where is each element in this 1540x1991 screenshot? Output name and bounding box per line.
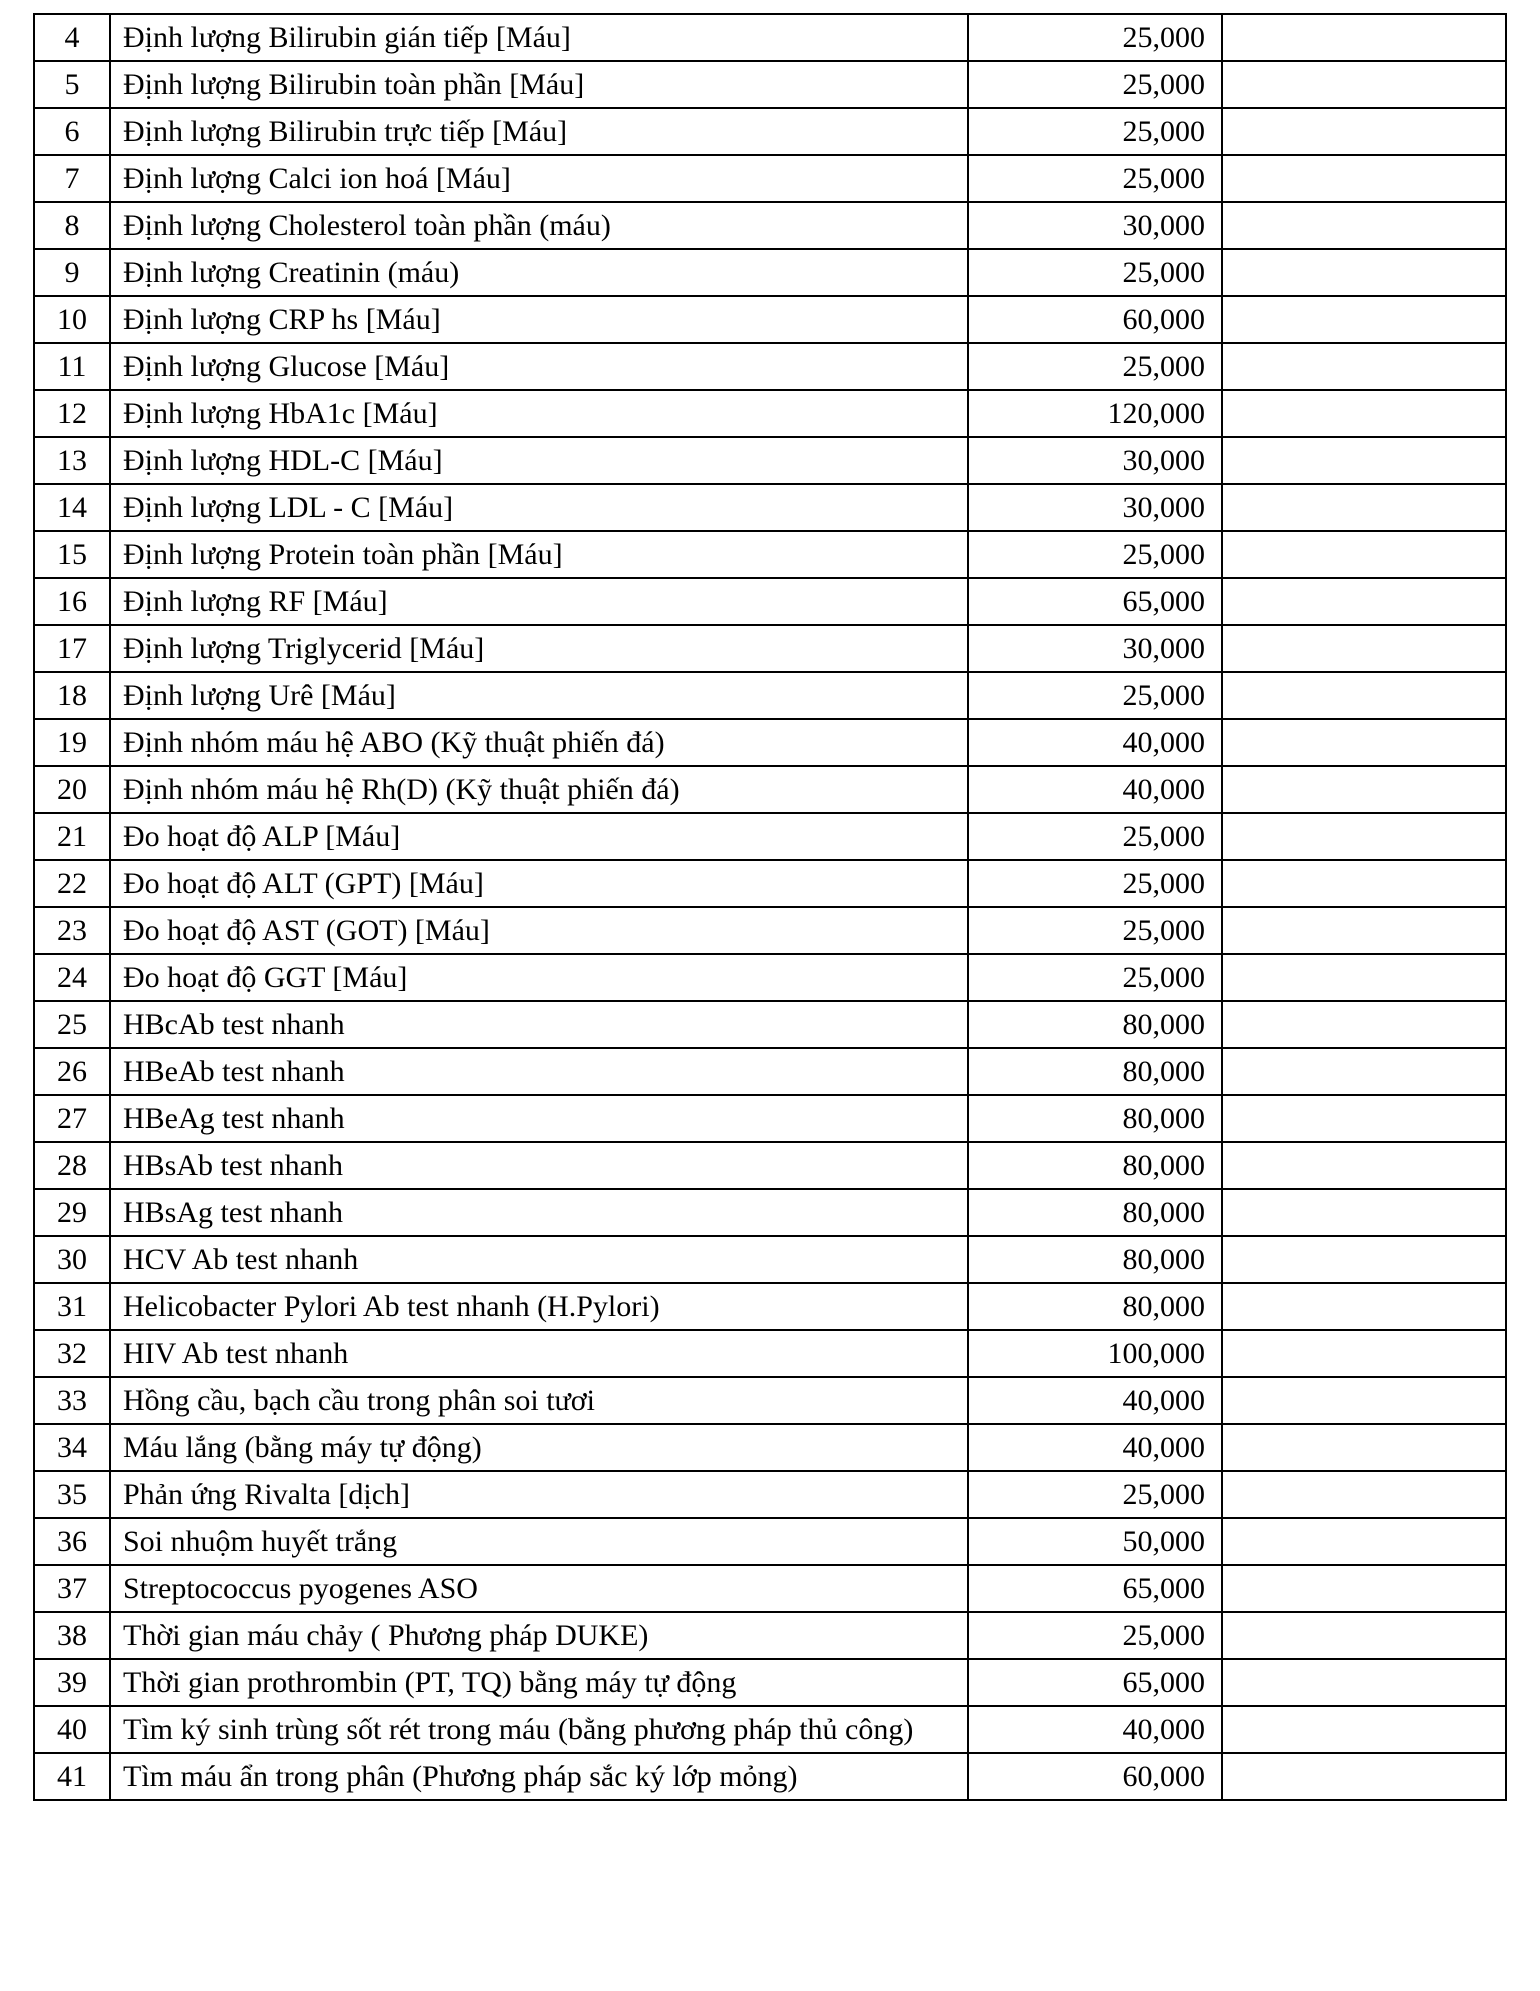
- row-number-cell: 14: [34, 484, 110, 531]
- note-cell: [1222, 1659, 1506, 1706]
- note-cell: [1222, 155, 1506, 202]
- test-name-cell: HBeAg test nhanh: [110, 1095, 968, 1142]
- row-number-cell: 37: [34, 1565, 110, 1612]
- table-row: [34, 1612, 1506, 1659]
- test-name-cell: Định lượng Cholesterol toàn phần (máu): [110, 202, 968, 249]
- table-row: [34, 390, 1506, 437]
- row-number-cell: 5: [34, 61, 110, 108]
- test-name-cell: HCV Ab test nhanh: [110, 1236, 968, 1283]
- test-name-cell: Đo hoạt độ GGT [Máu]: [110, 954, 968, 1001]
- price-cell: 65,000: [968, 1659, 1222, 1706]
- test-name-cell: Định nhóm máu hệ ABO (Kỹ thuật phiến đá): [110, 719, 968, 766]
- row-number-cell: 11: [34, 343, 110, 390]
- test-name-cell: Thời gian prothrombin (PT, TQ) bằng máy tự động: [110, 1659, 968, 1706]
- table-row: [34, 1565, 1506, 1612]
- row-number-cell: 39: [34, 1659, 110, 1706]
- price-cell: 25,000: [968, 1471, 1222, 1518]
- row-number-cell: 16: [34, 578, 110, 625]
- test-name-cell: Thời gian máu chảy ( Phương pháp DUKE): [110, 1612, 968, 1659]
- price-cell: 40,000: [968, 766, 1222, 813]
- row-number-cell: 10: [34, 296, 110, 343]
- price-cell: 80,000: [968, 1001, 1222, 1048]
- row-number-cell: 41: [34, 1753, 110, 1800]
- note-cell: [1222, 343, 1506, 390]
- price-cell: 120,000: [968, 390, 1222, 437]
- row-number-cell: 21: [34, 813, 110, 860]
- price-cell: 30,000: [968, 202, 1222, 249]
- note-cell: [1222, 860, 1506, 907]
- row-number-cell: 7: [34, 155, 110, 202]
- note-cell: [1222, 1471, 1506, 1518]
- note-cell: [1222, 719, 1506, 766]
- note-cell: [1222, 390, 1506, 437]
- table-row: [34, 813, 1506, 860]
- price-cell: 30,000: [968, 437, 1222, 484]
- row-number-cell: 30: [34, 1236, 110, 1283]
- row-number-cell: 27: [34, 1095, 110, 1142]
- row-number-cell: 35: [34, 1471, 110, 1518]
- test-name-cell: HBsAb test nhanh: [110, 1142, 968, 1189]
- row-number-cell: 20: [34, 766, 110, 813]
- price-cell: 80,000: [968, 1189, 1222, 1236]
- note-cell: [1222, 1753, 1506, 1800]
- row-number-cell: 8: [34, 202, 110, 249]
- price-cell: 25,000: [968, 860, 1222, 907]
- note-cell: [1222, 578, 1506, 625]
- test-name-cell: Streptococcus pyogenes ASO: [110, 1565, 968, 1612]
- table-row: [34, 531, 1506, 578]
- table-row: [34, 1236, 1506, 1283]
- price-cell: 25,000: [968, 108, 1222, 155]
- row-number-cell: 32: [34, 1330, 110, 1377]
- table-row: [34, 61, 1506, 108]
- row-number-cell: 18: [34, 672, 110, 719]
- table-row: [34, 907, 1506, 954]
- table-row: [34, 249, 1506, 296]
- test-name-cell: Soi nhuộm huyết trắng: [110, 1518, 968, 1565]
- note-cell: [1222, 1612, 1506, 1659]
- price-cell: 25,000: [968, 672, 1222, 719]
- price-cell: 80,000: [968, 1283, 1222, 1330]
- table-row: [34, 1424, 1506, 1471]
- table-row: [34, 155, 1506, 202]
- test-name-cell: Đo hoạt độ AST (GOT) [Máu]: [110, 907, 968, 954]
- row-number-cell: 36: [34, 1518, 110, 1565]
- row-number-cell: 17: [34, 625, 110, 672]
- test-name-cell: Định lượng Calci ion hoá [Máu]: [110, 155, 968, 202]
- price-cell: 65,000: [968, 578, 1222, 625]
- table-row: [34, 1048, 1506, 1095]
- note-cell: [1222, 625, 1506, 672]
- test-name-cell: Định lượng LDL - C [Máu]: [110, 484, 968, 531]
- test-name-cell: Định lượng CRP hs [Máu]: [110, 296, 968, 343]
- note-cell: [1222, 249, 1506, 296]
- table-row: [34, 1518, 1506, 1565]
- test-name-cell: Định lượng Glucose [Máu]: [110, 343, 968, 390]
- price-cell: 25,000: [968, 907, 1222, 954]
- note-cell: [1222, 484, 1506, 531]
- row-number-cell: 12: [34, 390, 110, 437]
- note-cell: [1222, 1236, 1506, 1283]
- note-cell: [1222, 1283, 1506, 1330]
- test-name-cell: HBsAg test nhanh: [110, 1189, 968, 1236]
- note-cell: [1222, 1048, 1506, 1095]
- table-row: [34, 1142, 1506, 1189]
- row-number-cell: 26: [34, 1048, 110, 1095]
- note-cell: [1222, 813, 1506, 860]
- price-cell: 25,000: [968, 813, 1222, 860]
- price-cell: 80,000: [968, 1095, 1222, 1142]
- note-cell: [1222, 1189, 1506, 1236]
- row-number-cell: 25: [34, 1001, 110, 1048]
- test-name-cell: Đo hoạt độ ALP [Máu]: [110, 813, 968, 860]
- table-row: [34, 1377, 1506, 1424]
- test-name-cell: Định lượng Bilirubin trực tiếp [Máu]: [110, 108, 968, 155]
- table-row: [34, 672, 1506, 719]
- price-cell: 60,000: [968, 1753, 1222, 1800]
- test-name-cell: Phản ứng Rivalta [dịch]: [110, 1471, 968, 1518]
- price-cell: 25,000: [968, 14, 1222, 61]
- test-name-cell: Định lượng Bilirubin toàn phần [Máu]: [110, 61, 968, 108]
- test-name-cell: HBeAb test nhanh: [110, 1048, 968, 1095]
- test-name-cell: Định lượng Triglycerid [Máu]: [110, 625, 968, 672]
- table-row: [34, 1283, 1506, 1330]
- row-number-cell: 34: [34, 1424, 110, 1471]
- test-name-cell: Định lượng Bilirubin gián tiếp [Máu]: [110, 14, 968, 61]
- note-cell: [1222, 531, 1506, 578]
- table-row: [34, 1659, 1506, 1706]
- price-cell: 65,000: [968, 1565, 1222, 1612]
- table-row: [34, 719, 1506, 766]
- row-number-cell: 38: [34, 1612, 110, 1659]
- table-row: [34, 108, 1506, 155]
- row-number-cell: 15: [34, 531, 110, 578]
- test-name-cell: Định lượng HDL-C [Máu]: [110, 437, 968, 484]
- row-number-cell: 24: [34, 954, 110, 1001]
- price-cell: 25,000: [968, 61, 1222, 108]
- test-name-cell: HBcAb test nhanh: [110, 1001, 968, 1048]
- row-number-cell: 31: [34, 1283, 110, 1330]
- note-cell: [1222, 202, 1506, 249]
- note-cell: [1222, 1001, 1506, 1048]
- test-name-cell: Đo hoạt độ ALT (GPT) [Máu]: [110, 860, 968, 907]
- note-cell: [1222, 954, 1506, 1001]
- note-cell: [1222, 1142, 1506, 1189]
- row-number-cell: 29: [34, 1189, 110, 1236]
- table-row: [34, 1706, 1506, 1753]
- table-row: [34, 202, 1506, 249]
- table-row: [34, 954, 1506, 1001]
- note-cell: [1222, 61, 1506, 108]
- price-cell: 30,000: [968, 625, 1222, 672]
- table-row: [34, 1189, 1506, 1236]
- test-name-cell: Định lượng Protein toàn phần [Máu]: [110, 531, 968, 578]
- price-table-body: [34, 14, 1506, 1800]
- test-name-cell: HIV Ab test nhanh: [110, 1330, 968, 1377]
- price-cell: 25,000: [968, 155, 1222, 202]
- price-cell: 40,000: [968, 1377, 1222, 1424]
- test-name-cell: Hồng cầu, bạch cầu trong phân soi tươi: [110, 1377, 968, 1424]
- table-row: [34, 1471, 1506, 1518]
- note-cell: [1222, 1518, 1506, 1565]
- price-cell: 30,000: [968, 484, 1222, 531]
- table-row: [34, 437, 1506, 484]
- row-number-cell: 28: [34, 1142, 110, 1189]
- note-cell: [1222, 907, 1506, 954]
- price-cell: 25,000: [968, 343, 1222, 390]
- table-row: [34, 1095, 1506, 1142]
- test-name-cell: Định lượng Urê [Máu]: [110, 672, 968, 719]
- row-number-cell: 23: [34, 907, 110, 954]
- row-number-cell: 4: [34, 14, 110, 61]
- row-number-cell: 22: [34, 860, 110, 907]
- price-cell: 80,000: [968, 1142, 1222, 1189]
- price-cell: 80,000: [968, 1048, 1222, 1095]
- note-cell: [1222, 1377, 1506, 1424]
- price-cell: 40,000: [968, 719, 1222, 766]
- note-cell: [1222, 1330, 1506, 1377]
- price-cell: 50,000: [968, 1518, 1222, 1565]
- row-number-cell: 9: [34, 249, 110, 296]
- row-number-cell: 6: [34, 108, 110, 155]
- price-cell: 100,000: [968, 1330, 1222, 1377]
- test-name-cell: Tìm ký sinh trùng sốt rét trong máu (bằng phương pháp thủ công): [110, 1706, 968, 1753]
- row-number-cell: 33: [34, 1377, 110, 1424]
- price-cell: 40,000: [968, 1424, 1222, 1471]
- note-cell: [1222, 1095, 1506, 1142]
- table-row: [34, 766, 1506, 813]
- note-cell: [1222, 14, 1506, 61]
- note-cell: [1222, 766, 1506, 813]
- table-row: [34, 1753, 1506, 1800]
- note-cell: [1222, 1424, 1506, 1471]
- note-cell: [1222, 296, 1506, 343]
- price-cell: 25,000: [968, 249, 1222, 296]
- note-cell: [1222, 672, 1506, 719]
- note-cell: [1222, 1565, 1506, 1612]
- test-name-cell: Helicobacter Pylori Ab test nhanh (H.Pylori): [110, 1283, 968, 1330]
- test-name-cell: Định lượng HbA1c [Máu]: [110, 390, 968, 437]
- note-cell: [1222, 108, 1506, 155]
- test-name-cell: Định lượng RF [Máu]: [110, 578, 968, 625]
- note-cell: [1222, 1706, 1506, 1753]
- row-number-cell: 19: [34, 719, 110, 766]
- test-name-cell: Định lượng Creatinin (máu): [110, 249, 968, 296]
- test-name-cell: Máu lắng (bằng máy tự động): [110, 1424, 968, 1471]
- table-row: [34, 343, 1506, 390]
- table-row: [34, 860, 1506, 907]
- table-row: [34, 578, 1506, 625]
- price-cell: 40,000: [968, 1706, 1222, 1753]
- row-number-cell: 40: [34, 1706, 110, 1753]
- row-number-cell: 13: [34, 437, 110, 484]
- price-cell: 25,000: [968, 1612, 1222, 1659]
- table-row: [34, 1001, 1506, 1048]
- test-name-cell: Định nhóm máu hệ Rh(D) (Kỹ thuật phiến đá): [110, 766, 968, 813]
- note-cell: [1222, 437, 1506, 484]
- table-row: [34, 484, 1506, 531]
- test-name-cell: Tìm máu ẩn trong phân (Phương pháp sắc ký lớp mỏng): [110, 1753, 968, 1800]
- price-cell: 25,000: [968, 954, 1222, 1001]
- price-table: [33, 13, 1507, 1801]
- price-cell: 80,000: [968, 1236, 1222, 1283]
- price-cell: 25,000: [968, 531, 1222, 578]
- price-cell: 60,000: [968, 296, 1222, 343]
- table-row: [34, 296, 1506, 343]
- table-row: [34, 625, 1506, 672]
- table-row: [34, 1330, 1506, 1377]
- table-row: [34, 14, 1506, 61]
